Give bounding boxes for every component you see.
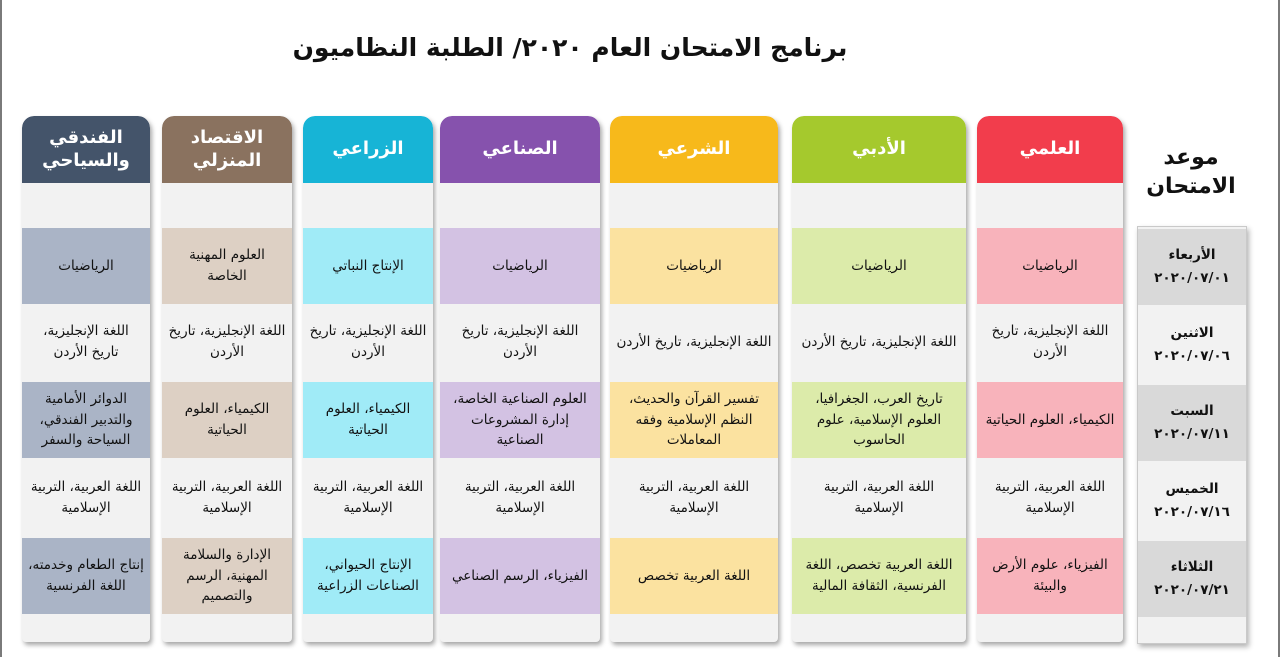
date-cell bbox=[1138, 229, 1246, 305]
subject-cell: الرياضيات bbox=[440, 228, 600, 304]
stream-column bbox=[162, 116, 292, 642]
exam-day: السبت bbox=[1170, 403, 1214, 420]
subject-cell: اللغة الإنجليزية، تاريخ الأردن bbox=[461, 323, 579, 360]
subject-cell: الإنتاج النباتي bbox=[303, 228, 433, 304]
stream-column bbox=[303, 116, 433, 642]
stream-column bbox=[22, 116, 150, 642]
subject-cell: تفسير القرآن والحديث، النظم الإسلامية وفقه المعاملات bbox=[610, 382, 778, 458]
subject-cell: الرياضيات bbox=[610, 228, 778, 304]
subject-cell: إنتاج الطعام وخدمته، اللغة الفرنسية bbox=[22, 538, 150, 614]
stream-header: العلمي bbox=[977, 116, 1123, 183]
frame-left-border bbox=[0, 0, 2, 657]
subject-cell: اللغة العربية، التربية الإسلامية bbox=[30, 479, 142, 516]
subject-cell: تاريخ العرب، الجغرافيا، العلوم الإسلامية، علوم الحاسوب bbox=[792, 382, 966, 458]
exam-day: الاثنين bbox=[1170, 325, 1214, 342]
stream-header: الفندقي والسياحي bbox=[22, 116, 150, 183]
subject-cell: اللغة الإنجليزية، تاريخ الأردن bbox=[801, 333, 957, 350]
stream-header: الأدبي bbox=[792, 116, 966, 183]
subject-cell: الإدارة والسلامة المهنية، الرسم والتصميم bbox=[162, 538, 292, 614]
subject-cell: اللغة الإنجليزية، تاريخ الأردن bbox=[991, 323, 1109, 360]
stream-column bbox=[792, 116, 966, 642]
subject-cell: الكيمياء، العلوم الحياتية bbox=[977, 382, 1123, 458]
date-column bbox=[1137, 226, 1247, 644]
subject-cell: اللغة العربية، التربية الإسلامية bbox=[823, 479, 935, 516]
date-cell bbox=[1138, 463, 1246, 539]
subject-cell: اللغة الإنجليزية، تاريخ الأردن bbox=[43, 323, 129, 360]
subject-cell: الإنتاج الحيواني، الصناعات الزراعية bbox=[303, 538, 433, 614]
stream-header: الزراعي bbox=[303, 116, 433, 183]
page-title: برنامج الامتحان العام ٢٠٢٠/ الطلبة النظاميون bbox=[292, 33, 848, 62]
stream-header: الشرعي bbox=[610, 116, 778, 183]
subject-cell: الكيمياء، العلوم الحياتية bbox=[303, 382, 433, 458]
date-cell bbox=[1138, 385, 1246, 461]
exam-day: الأربعاء bbox=[1168, 247, 1216, 264]
date-column-header: موعد الامتحان bbox=[1146, 145, 1236, 199]
subject-cell: الفيزياء، علوم الأرض والبيئة bbox=[977, 538, 1123, 614]
stream-column bbox=[610, 116, 778, 642]
subject-cell: العلوم الصناعية الخاصة، إدارة المشروعات الصناعية bbox=[440, 382, 600, 458]
exam-day: الثلاثاء bbox=[1170, 559, 1214, 576]
date-cell bbox=[1138, 541, 1246, 617]
subject-cell: اللغة الإنجليزية، تاريخ الأردن bbox=[309, 323, 427, 360]
subject-cell: الفيزياء، الرسم الصناعي bbox=[440, 538, 600, 614]
subject-cell: العلوم المهنية الخاصة bbox=[162, 228, 292, 304]
stream-column bbox=[977, 116, 1123, 642]
exam-date: ٢٠٢٠/٠٧/١٦ bbox=[1154, 504, 1230, 520]
exam-day: الخميس bbox=[1165, 481, 1219, 498]
subject-cell: اللغة العربية تخصص، اللغة الفرنسية، الثقافة المالية bbox=[792, 538, 966, 614]
subject-cell: اللغة العربية تخصص bbox=[610, 538, 778, 614]
subject-cell: الرياضيات bbox=[22, 228, 150, 304]
exam-date: ٢٠٢٠/٠٧/٠٦ bbox=[1154, 348, 1230, 364]
subject-cell: الرياضيات bbox=[792, 228, 966, 304]
stream-column bbox=[440, 116, 600, 642]
subject-cell: اللغة الإنجليزية، تاريخ الأردن bbox=[168, 323, 286, 360]
subject-cell: اللغة العربية، التربية الإسلامية bbox=[638, 479, 750, 516]
subject-cell: اللغة العربية، التربية الإسلامية bbox=[464, 479, 576, 516]
subject-cell: اللغة العربية، التربية الإسلامية bbox=[171, 479, 283, 516]
stream-header: الصناعي bbox=[440, 116, 600, 183]
subject-cell: اللغة الإنجليزية، تاريخ الأردن bbox=[616, 333, 772, 350]
exam-date: ٢٠٢٠/٠٧/١١ bbox=[1154, 426, 1230, 442]
subject-cell: اللغة العربية، التربية الإسلامية bbox=[994, 479, 1106, 516]
subject-cell: اللغة العربية، التربية الإسلامية bbox=[312, 479, 424, 516]
exam-date: ٢٠٢٠/٠٧/٢١ bbox=[1154, 582, 1230, 598]
subject-cell: الرياضيات bbox=[977, 228, 1123, 304]
subject-cell: الكيمياء، العلوم الحياتية bbox=[162, 382, 292, 458]
exam-date: ٢٠٢٠/٠٧/٠١ bbox=[1154, 270, 1230, 286]
date-cell bbox=[1138, 307, 1246, 383]
subject-cell: الدوائر الأمامية والتدبير الفندقي، السياحة والسفر bbox=[22, 382, 150, 458]
stream-header: الاقتصاد المنزلي bbox=[162, 116, 292, 183]
